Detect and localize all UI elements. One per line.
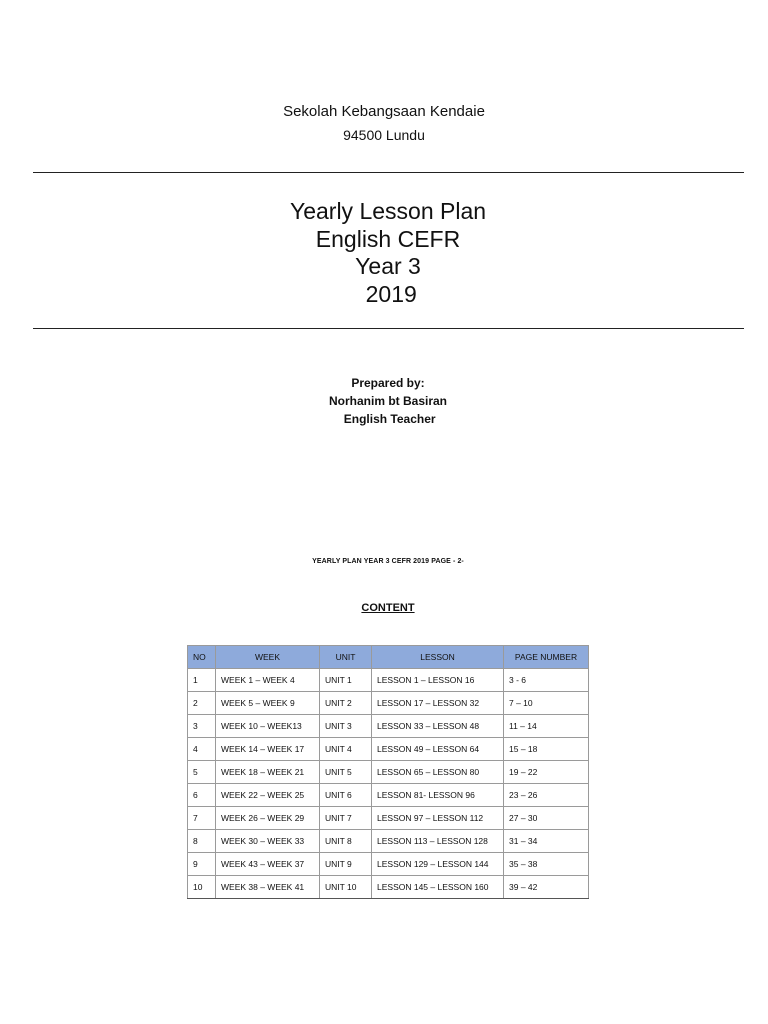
bottom-divider xyxy=(33,328,744,329)
top-divider xyxy=(33,172,744,173)
cell-unit: UNIT 10 xyxy=(320,876,372,899)
cell-unit: UNIT 1 xyxy=(320,669,372,692)
cell-unit: UNIT 8 xyxy=(320,830,372,853)
column-header-unit: UNIT xyxy=(320,646,372,669)
cell-no: 8 xyxy=(188,830,216,853)
cell-no: 4 xyxy=(188,738,216,761)
title-line-3: Year 3 xyxy=(355,253,421,279)
cell-unit: UNIT 4 xyxy=(320,738,372,761)
table-row xyxy=(188,784,589,807)
cell-lesson: LESSON 1 – LESSON 16 xyxy=(372,669,504,692)
cell-page-number: 3 - 6 xyxy=(504,669,589,692)
cell-page-number: 23 – 26 xyxy=(504,784,589,807)
table-row xyxy=(188,853,589,876)
cell-no: 1 xyxy=(188,669,216,692)
cell-no: 2 xyxy=(188,692,216,715)
cell-lesson: LESSON 145 – LESSON 160 xyxy=(372,876,504,899)
table-row xyxy=(188,692,589,715)
prepared-by-label: Prepared by: xyxy=(351,376,425,390)
table-header-row xyxy=(188,646,589,669)
table-row xyxy=(188,876,589,899)
content-heading: CONTENT xyxy=(361,602,415,614)
cell-week: WEEK 14 – WEEK 17 xyxy=(216,738,320,761)
cell-unit: UNIT 2 xyxy=(320,692,372,715)
cell-unit: UNIT 7 xyxy=(320,807,372,830)
cell-page-number: 7 – 10 xyxy=(504,692,589,715)
cell-no: 6 xyxy=(188,784,216,807)
cell-unit: UNIT 9 xyxy=(320,853,372,876)
cell-lesson: LESSON 113 – LESSON 128 xyxy=(372,830,504,853)
cell-lesson: LESSON 97 – LESSON 112 xyxy=(372,807,504,830)
cell-week: WEEK 18 – WEEK 21 xyxy=(216,761,320,784)
column-header-page-number: PAGE NUMBER xyxy=(504,646,589,669)
cell-no: 3 xyxy=(188,715,216,738)
prepared-by-block xyxy=(0,374,768,428)
teacher-role: English Teacher xyxy=(340,412,436,426)
cell-no: 9 xyxy=(188,853,216,876)
table-row xyxy=(188,715,589,738)
cell-page-number: 31 – 34 xyxy=(504,830,589,853)
cell-no: 7 xyxy=(188,807,216,830)
title-line-4: 2019 xyxy=(359,280,417,307)
document-title xyxy=(0,198,768,308)
cell-lesson: LESSON 81- LESSON 96 xyxy=(372,784,504,807)
cell-week: WEEK 26 – WEEK 29 xyxy=(216,807,320,830)
cell-week: WEEK 22 – WEEK 25 xyxy=(216,784,320,807)
column-header-no: NO xyxy=(188,646,216,669)
table-row xyxy=(188,761,589,784)
cell-lesson: LESSON 129 – LESSON 144 xyxy=(372,853,504,876)
cell-week: WEEK 1 – WEEK 4 xyxy=(216,669,320,692)
cell-page-number: 11 – 14 xyxy=(504,715,589,738)
table-row xyxy=(188,830,589,853)
cell-week: WEEK 38 – WEEK 41 xyxy=(216,876,320,899)
cell-week: WEEK 30 – WEEK 33 xyxy=(216,830,320,853)
teacher-name: Norhanim bt Basiran xyxy=(328,394,448,408)
cell-unit: UNIT 3 xyxy=(320,715,372,738)
school-postcode: 94500 Lundu xyxy=(343,127,425,143)
cell-lesson: LESSON 17 – LESSON 32 xyxy=(372,692,504,715)
title-line-2: English CEFR xyxy=(315,225,461,252)
cell-unit: UNIT 5 xyxy=(320,761,372,784)
cell-page-number: 15 – 18 xyxy=(504,738,589,761)
school-name: Sekolah Kebangsaan Kendaie xyxy=(283,103,485,120)
column-header-week: WEEK xyxy=(216,646,320,669)
cell-no: 10 xyxy=(188,876,216,899)
cell-page-number: 39 – 42 xyxy=(504,876,589,899)
column-header-lesson: LESSON xyxy=(372,646,504,669)
cell-page-number: 35 – 38 xyxy=(504,853,589,876)
title-line-1: Yearly Lesson Plan xyxy=(289,198,487,224)
cell-week: WEEK 10 – WEEK13 xyxy=(216,715,320,738)
cell-page-number: 19 – 22 xyxy=(504,761,589,784)
table-row xyxy=(188,807,589,830)
cell-week: WEEK 43 – WEEK 37 xyxy=(216,853,320,876)
cell-no: 5 xyxy=(188,761,216,784)
cell-unit: UNIT 6 xyxy=(320,784,372,807)
cell-page-number: 27 – 30 xyxy=(504,807,589,830)
table-row xyxy=(188,669,589,692)
cell-lesson: LESSON 33 – LESSON 48 xyxy=(372,715,504,738)
cell-lesson: LESSON 65 – LESSON 80 xyxy=(372,761,504,784)
cell-lesson: LESSON 49 – LESSON 64 xyxy=(372,738,504,761)
page-header: YEARLY PLAN YEAR 3 CEFR 2019 PAGE - 2- xyxy=(312,558,464,565)
cell-week: WEEK 5 – WEEK 9 xyxy=(216,692,320,715)
content-table xyxy=(187,645,589,899)
table-row xyxy=(188,738,589,761)
